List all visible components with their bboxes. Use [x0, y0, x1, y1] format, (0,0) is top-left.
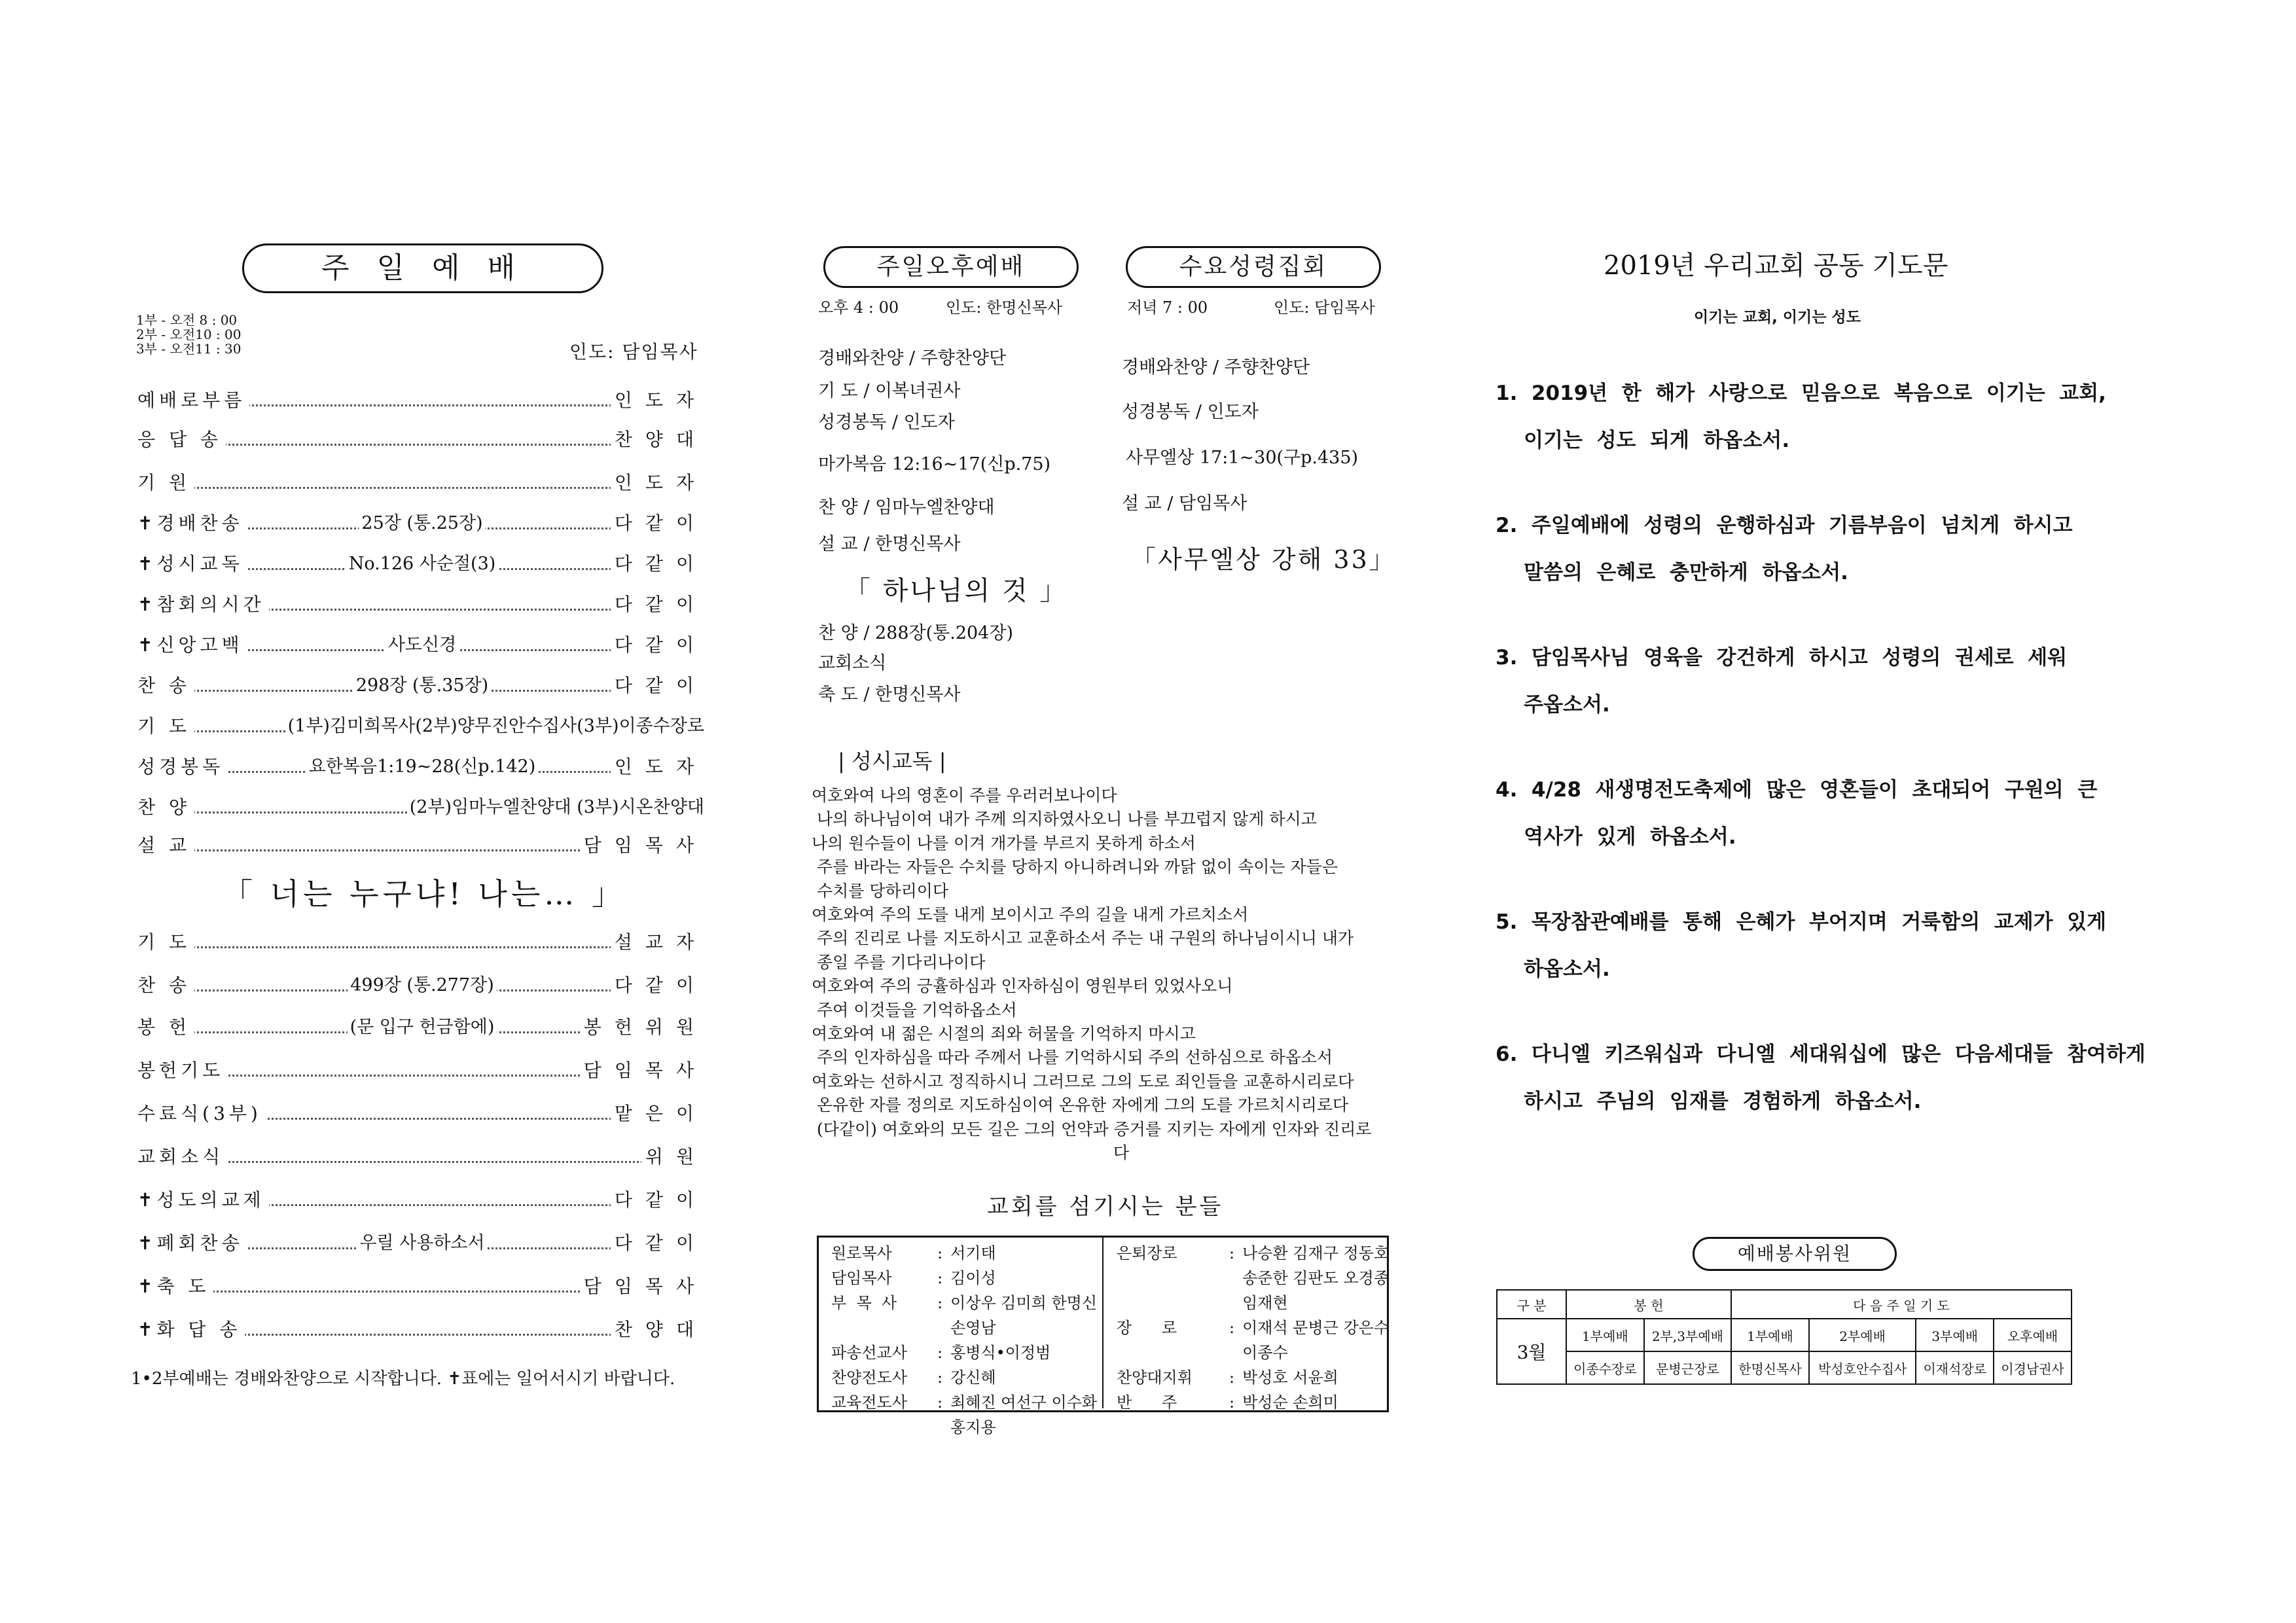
order-row: [137, 387, 707, 414]
afternoon-leader: 인도: 한명신목사: [946, 298, 1063, 317]
order-detail: 298장 (통.35장): [353, 673, 491, 699]
responsive-line: 여호와여 내 젊은 시절의 죄와 허물을 기억하지 마시고: [812, 1024, 1196, 1043]
prayer-line: 하시고 주님의 임재를 경험하게 하옵소서.: [1496, 1090, 1922, 1113]
prayer-line: 하옵소서.: [1496, 957, 1610, 981]
sunday-title: 주 일 예 배: [321, 251, 524, 285]
staff-colon: :: [1229, 1393, 1235, 1412]
staff-names: 송준한 김판도 오경종: [1242, 1269, 1390, 1287]
staff-colon: [935, 1415, 945, 1440]
service-sub-header: 3부예배: [1916, 1319, 1994, 1351]
responsive-line: 주를 바라는 자들은 수치를 당하지 아니하려니와 까닭 없이 속이는 자들은: [812, 857, 1338, 877]
order-row: [137, 1144, 707, 1170]
afternoon-line: 경배와찬양 / 주향찬양단: [818, 348, 1007, 368]
responsive-line: 종일 주를 기다리나이다: [812, 952, 986, 972]
staff-colon: :: [937, 1368, 943, 1387]
staff-row: [826, 1266, 1102, 1291]
service-sub-header: 1부예배: [1731, 1319, 1809, 1351]
order-detail: (1부)김미희목사(2부)양무진안수집사(3부)이종수장로: [285, 713, 707, 740]
order-person: 담임목사: [580, 832, 707, 859]
staff-role: [1111, 1266, 1227, 1291]
order-person: 봉헌위원: [580, 1014, 707, 1041]
order-label: 기 도: [137, 713, 194, 740]
order-row: [137, 510, 707, 537]
staff-names: 홍지용: [950, 1418, 996, 1436]
order-label: 예배로부름: [137, 387, 249, 414]
afternoon-line: 마가복음 12:16~17(신p.75): [818, 454, 1051, 474]
order-row: [137, 1230, 707, 1257]
staff-colon: :: [1229, 1244, 1235, 1262]
order-row: [137, 551, 707, 577]
prayer-title: 2019년 우리교회 공동 기도문: [1604, 251, 1948, 281]
staff-role: [826, 1315, 935, 1340]
order-row: [137, 1187, 707, 1213]
staff-colon: [1227, 1340, 1237, 1365]
staff-names: 임재현: [1242, 1294, 1288, 1312]
service-header-gubun: 구 분: [1497, 1290, 1566, 1319]
prayer-line: 4. 4/28 새생명전도축제에 많은 영혼들이 초대되어 구원의 큰: [1496, 778, 2098, 802]
responsive-line: (다같이) 여호와의 모든 길은 그의 언약과 증거를 지키는 자에게 인자와 진리로: [812, 1119, 1372, 1139]
service-time-1: 1부 - 오전 8 : 00: [136, 312, 238, 328]
staff-role: 부 목 사: [831, 1294, 897, 1312]
wednesday-sermon: 「사무엘상 강해 33」: [1131, 545, 1396, 574]
afternoon-line: 찬 양 / 임마누엘찬양대: [818, 497, 995, 518]
staff-colon: :: [937, 1294, 943, 1312]
afternoon-sermon: 「 하나님의 것 」: [844, 576, 1068, 606]
order-row: [137, 832, 707, 859]
service-name: 이종수장로: [1566, 1351, 1644, 1384]
wednesday-time: 저녁 7 : 00: [1127, 298, 1208, 317]
staff-row: [826, 1291, 1102, 1315]
staff-colon: :: [937, 1244, 943, 1262]
staff-names: 손영남: [950, 1319, 996, 1337]
order-detail: 요한복음1:19~28(신p.142): [306, 754, 539, 780]
prayer-line: 1. 2019년 한 해가 사랑으로 믿음으로 복음으로 이기는 교회,: [1496, 382, 2106, 405]
order-row: [137, 632, 707, 658]
service-name: 이경남권사: [1994, 1351, 2072, 1384]
staff-row: [826, 1365, 1102, 1390]
staff-names: 강신혜: [950, 1368, 996, 1387]
service-sub-header: 2부예배: [1809, 1319, 1916, 1351]
wednesday-line: 성경봉독 / 인도자: [1122, 402, 1259, 422]
order-row: [137, 754, 707, 780]
staff-names: 박성순 손희미: [1242, 1393, 1338, 1412]
order-label: ✝성도의교제: [137, 1187, 269, 1213]
prayer-line: 말씀의 은혜로 충만하게 하옵소서.: [1496, 561, 1848, 584]
staff-row: [1111, 1390, 1394, 1415]
order-label: 기 원: [137, 470, 194, 496]
order-detail: No.126 사순절(3): [346, 551, 499, 577]
responsive-line: 나의 하나님이여 내가 주께 의지하였사오니 나를 부끄럽지 않게 하시고: [812, 810, 1317, 829]
order-label: ✝경배찬송: [137, 510, 247, 537]
staff-row: [826, 1241, 1102, 1266]
order-row: [137, 1058, 707, 1084]
afternoon-time: 오후 4 : 00: [818, 298, 899, 317]
service-times: [136, 313, 242, 356]
order-label: 설 교: [137, 832, 194, 859]
afternoon-title-box: [823, 246, 1079, 288]
prayer-line: 역사가 있게 하옵소서.: [1496, 825, 1736, 849]
prayer-subtitle: 이기는 교회, 이기는 성도: [1694, 309, 1861, 326]
staff-row: [1111, 1266, 1394, 1291]
prayer-line: 5. 목장참관예배를 통해 은혜가 부어지며 거룩함의 교제가 있게: [1496, 910, 2107, 934]
service-time-2: 2부 - 오전10 : 00: [136, 327, 242, 342]
staff-divider: [1102, 1236, 1103, 1408]
service-header-offering: 봉 헌: [1566, 1290, 1731, 1319]
staff-table-right: [1111, 1241, 1394, 1415]
order-detail: 우릴 사용하소서: [357, 1230, 487, 1257]
order-label: ✝축 도: [137, 1274, 213, 1300]
staff-role: 교육전도사: [831, 1393, 907, 1412]
afternoon-line: 축 도 / 한명신목사: [818, 685, 961, 705]
order-label: ✝폐회찬송: [137, 1230, 247, 1257]
staff-names: 홍병식•이정범: [950, 1344, 1051, 1362]
order-label: 수료식(3부): [137, 1101, 266, 1127]
staff-colon: :: [937, 1269, 943, 1287]
responsive-line: 여호와여 주의 도를 내게 보이시고 주의 길을 내게 가르치소서: [812, 905, 1249, 924]
afternoon-title: 주일오후예배: [876, 253, 1026, 280]
service-table: [1496, 1289, 2072, 1385]
order-person: 다같이: [611, 592, 707, 618]
staff-colon: [1227, 1266, 1237, 1291]
staff-colon: [935, 1315, 945, 1340]
order-detail: (2부)임마누엘찬양대 (3부)시온찬양대: [407, 794, 707, 821]
order-person: 찬양대: [611, 427, 707, 453]
order-row: [137, 673, 707, 699]
order-row: [137, 713, 707, 740]
service-sub-header: 오후예배: [1994, 1319, 2072, 1351]
responsive-line: 여호와는 선하시고 정직하시니 그러므로 그의 도로 죄인들을 교훈하시리로다: [812, 1071, 1354, 1091]
service-sub-header: 2부,3부예배: [1644, 1319, 1731, 1351]
wednesday-title-box: [1126, 246, 1381, 288]
responsive-line: 주의 진리로 나를 지도하시고 교훈하소서 주는 내 구원의 하나님이시니 내가: [812, 929, 1354, 948]
order-person: 인도자: [611, 470, 707, 496]
service-header-next-prayer: 다 음 주 일 기 도: [1731, 1290, 2072, 1319]
order-row: [137, 1274, 707, 1300]
order-row: [137, 972, 707, 999]
order-detail: 499장 (통.277장): [348, 972, 497, 999]
staff-names: 이재석 문병근 강은수: [1242, 1319, 1390, 1337]
staff-table-left: [826, 1241, 1102, 1440]
responsive-line: 나의 원수들이 나를 이겨 개가를 부르지 못하게 하소서: [812, 833, 1196, 853]
order-row: [137, 592, 707, 618]
staff-names: 서기태: [950, 1244, 996, 1262]
staff-row: [1111, 1241, 1394, 1266]
order-person: 찬양대: [611, 1317, 707, 1343]
order-person: 다같이: [611, 632, 707, 658]
wednesday-line: 사무엘상 17:1~30(구p.435): [1126, 448, 1359, 468]
order-person: 설교자: [611, 929, 707, 955]
order-person: 맡은이: [611, 1101, 707, 1127]
afternoon-line: 교회소식: [818, 653, 887, 673]
service-title-box: [1693, 1237, 1897, 1271]
staff-role: 담임목사: [831, 1269, 892, 1287]
order-detail: 25장 (통.25장): [359, 510, 485, 537]
staff-role: [1111, 1291, 1227, 1315]
staff-row: [1111, 1315, 1394, 1340]
staff-role: 반 주: [1117, 1393, 1177, 1412]
staff-names: 최혜진 여선구 이수화: [950, 1393, 1098, 1412]
prayer-line: 6. 다니엘 키즈워십과 다니엘 세대워십에 많은 다음세대들 참여하게: [1496, 1043, 2145, 1066]
staff-role: 찬양전도사: [831, 1368, 907, 1387]
staff-colon: :: [937, 1393, 943, 1412]
sermon-title: 「 너는 누구냐! 나는… 」: [223, 876, 626, 912]
wednesday-line: 경배와찬양 / 주향찬양단: [1122, 357, 1310, 378]
staff-role: 장 로: [1117, 1319, 1177, 1337]
service-name: 한명신목사: [1731, 1351, 1809, 1384]
order-label: 성경봉독: [137, 754, 228, 780]
staff-colon: :: [1229, 1368, 1235, 1387]
prayer-line: 3. 담임목사님 영육을 강건하게 하시고 성령의 권세로 세워: [1496, 646, 2068, 669]
order-person: 다같이: [611, 1230, 707, 1257]
responsive-line: 수치를 당하리이다: [812, 881, 949, 901]
wednesday-title: 수요성령집회: [1179, 253, 1328, 280]
sunday-leader: 인도: 담임목사: [569, 341, 698, 363]
responsive-line: 온유한 자를 정의로 지도하심이여 온유한 자에게 그의 도를 가르치시리로다: [812, 1096, 1349, 1115]
wednesday-leader: 인도: 담임목사: [1274, 298, 1375, 317]
service-title: 예배봉사위원: [1737, 1243, 1852, 1264]
sunday-title-box: [242, 243, 603, 293]
order-row: [137, 929, 707, 955]
order-person: 인도자: [611, 754, 707, 780]
staff-role: 은퇴장로: [1117, 1244, 1177, 1262]
order-label: ✝참회의시간: [137, 592, 269, 618]
order-row: [137, 470, 707, 496]
prayer-line: 2. 주일예배에 성령의 운행하심과 기름부음이 넘치게 하시고: [1496, 514, 2073, 537]
service-sub-header: 1부예배: [1566, 1319, 1644, 1351]
order-label: ✝신앙고백: [137, 632, 247, 658]
order-detail: 사도신경: [386, 632, 459, 658]
afternoon-line: 설 교 / 한명신목사: [818, 534, 961, 554]
staff-role: [1111, 1340, 1227, 1365]
order-label: 기 도: [137, 929, 194, 955]
staff-row: [826, 1340, 1102, 1365]
responsive-line: 주여 이것들을 기억하옵소서: [812, 1000, 1017, 1020]
staff-row: [826, 1390, 1102, 1415]
staff-row: [826, 1315, 1102, 1340]
responsive-line: 여호와여 주의 긍휼하심과 인자하심이 영원부터 있었사오니: [812, 976, 1233, 996]
wednesday-line: 설 교 / 담임목사: [1122, 493, 1247, 514]
order-detail: (문 입구 헌금함에): [348, 1014, 497, 1041]
order-person: 인도자: [611, 387, 707, 414]
staff-row: [1111, 1340, 1394, 1365]
staff-row: [1111, 1365, 1394, 1390]
service-time-3: 3부 - 오전11 : 30: [136, 341, 242, 357]
staff-names: 이종수: [1242, 1344, 1288, 1362]
order-label: 봉헌기도: [137, 1058, 228, 1084]
afternoon-line: 찬 양 / 288장(통.204장): [818, 623, 1013, 643]
order-row: [137, 794, 707, 821]
responsive-line: 여호와여 나의 영혼이 주를 우러러보나이다: [812, 786, 1117, 805]
staff-names: 이상우 김미희 한명신: [950, 1294, 1098, 1312]
order-person: 다같이: [611, 510, 707, 537]
staff-row: [826, 1415, 1102, 1440]
responsive-line: 다: [812, 1143, 1130, 1162]
sunday-note: 1•2부예배는 경배와찬양으로 시작합니다. ✝표에는 일어서시기 바랍니다.: [131, 1369, 675, 1389]
staff-role: 찬양대지휘: [1117, 1368, 1193, 1387]
staff-colon: [1227, 1291, 1237, 1315]
order-person: 위원: [641, 1144, 707, 1170]
staff-role: 파송선교사: [831, 1344, 907, 1362]
service-month: 3월: [1497, 1319, 1566, 1384]
order-person: 담임목사: [580, 1274, 707, 1300]
order-label: 찬 양: [137, 794, 194, 821]
staff-names: 나승환 김재구 정동호: [1242, 1244, 1390, 1262]
order-label: 봉 헌: [137, 1014, 194, 1041]
staff-colon: :: [937, 1344, 943, 1362]
staff-role: 원로목사: [831, 1244, 892, 1262]
order-person: 다같이: [611, 551, 707, 577]
order-person: 다같이: [611, 972, 707, 999]
responsive-line: 주의 인자하심을 따라 주께서 나를 기억하시되 주의 선하심으로 하옵소서: [812, 1048, 1333, 1067]
service-name: 문병근장로: [1644, 1351, 1731, 1384]
order-person: 담임목사: [580, 1058, 707, 1084]
order-label: ✝화 답 송: [137, 1317, 245, 1343]
afternoon-line: 성경봉독 / 인도자: [818, 412, 955, 433]
order-row: [137, 427, 707, 453]
staff-title: 교회를 섬기시는 분들: [987, 1194, 1224, 1220]
staff-role: [826, 1415, 935, 1440]
staff-row: [1111, 1291, 1394, 1315]
order-row: [137, 1101, 707, 1127]
order-label: 찬 송: [137, 972, 194, 999]
staff-colon: :: [1229, 1319, 1235, 1337]
order-label: 응 답 송: [137, 427, 226, 453]
service-name: 박성호안수집사: [1809, 1351, 1916, 1384]
order-person: 다같이: [611, 1187, 707, 1213]
staff-names: 박성호 서윤희: [1242, 1368, 1338, 1387]
prayer-line: 이기는 성도 되게 하옵소서.: [1496, 429, 1790, 452]
order-row: [137, 1317, 707, 1343]
staff-names: 김이성: [950, 1269, 996, 1287]
order-label: 교회소식: [137, 1144, 228, 1170]
order-person: 다같이: [611, 673, 707, 699]
service-name: 이재석장로: [1916, 1351, 1994, 1384]
afternoon-line: 기 도 / 이복녀권사: [818, 381, 961, 401]
responsive-title: | 성시교독 |: [838, 749, 946, 774]
order-label: 찬 송: [137, 673, 194, 699]
order-label: ✝성시교독: [137, 551, 247, 577]
prayer-line: 주옵소서.: [1496, 693, 1610, 717]
order-row: [137, 1014, 707, 1041]
